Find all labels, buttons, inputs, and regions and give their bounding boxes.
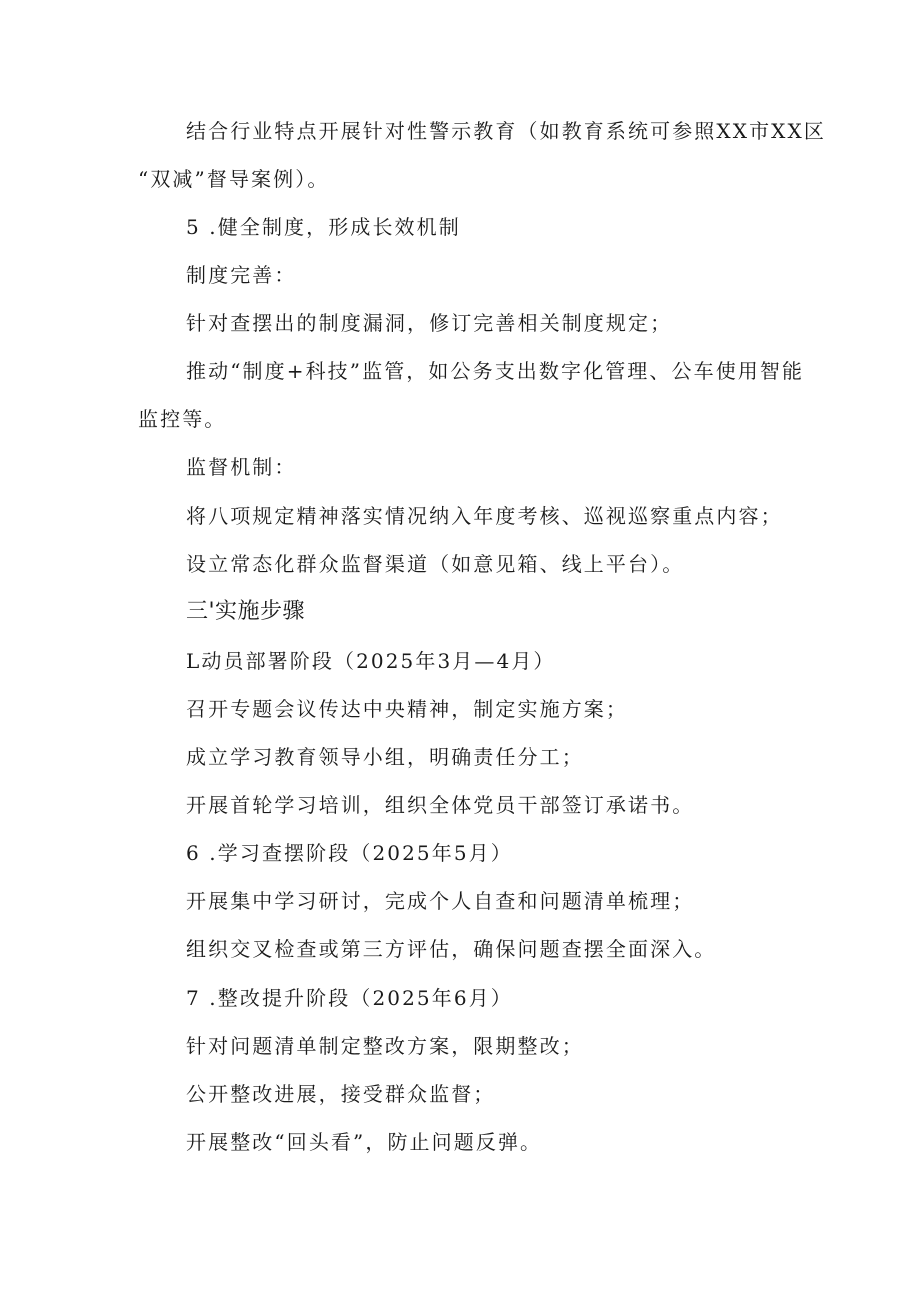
paragraph-line: 结合行业特点开展针对性警示教育（如教育系统可参照XX市XX区 bbox=[186, 119, 826, 143]
section-title: L动员部署阶段（2025年3月—4月） bbox=[186, 649, 556, 673]
paragraph-line: 将八项规定精神落实情况纳入年度考核、巡视巡察重点内容； bbox=[186, 504, 783, 528]
paragraph-line: 公开整改进展，接受群众监督； bbox=[186, 1082, 496, 1106]
paragraph-line: 开展集中学习研讨，完成个人自查和问题清单梳理； bbox=[186, 889, 695, 913]
paragraph-line: “双减”督导案例）。 bbox=[138, 167, 330, 191]
paragraph-line: 推动“制度+科技”监管，如公务支出数字化管理、公车使用智能 bbox=[186, 359, 805, 383]
paragraph-line: 成立学习教育领导小组，明确责任分工； bbox=[186, 745, 584, 769]
paragraph-line: 开展首轮学习培训，组织全体党员干部签订承诺书。 bbox=[186, 793, 695, 817]
paragraph-line: 针对问题清单制定整改方案，限期整改； bbox=[186, 1034, 584, 1058]
paragraph-line: 召开专题会议传达中央精神，制定实施方案； bbox=[186, 697, 628, 721]
subsection-label: 监督机制： bbox=[186, 455, 297, 479]
section-title: 7 .整改提升阶段（2025年6月） bbox=[186, 986, 513, 1010]
paragraph-line: 开展整改“回头看”，防止问题反弹。 bbox=[186, 1130, 543, 1154]
paragraph-line: 监控等。 bbox=[138, 407, 227, 431]
chapter-heading: 三'实施步骤 bbox=[186, 599, 306, 624]
section-title: 5 .健全制度，形成长效机制 bbox=[186, 215, 461, 239]
section-title: 6 .学习查摆阶段（2025年5月） bbox=[186, 841, 513, 865]
paragraph-line: 针对查摆出的制度漏洞，修订完善相关制度规定； bbox=[186, 311, 673, 335]
paragraph-line: 组织交叉检查或第三方评估，确保问题查摆全面深入。 bbox=[186, 937, 717, 961]
paragraph-line: 设立常态化群众监督渠道（如意见箱、线上平台）。 bbox=[186, 552, 685, 576]
subsection-label: 制度完善： bbox=[186, 263, 297, 287]
